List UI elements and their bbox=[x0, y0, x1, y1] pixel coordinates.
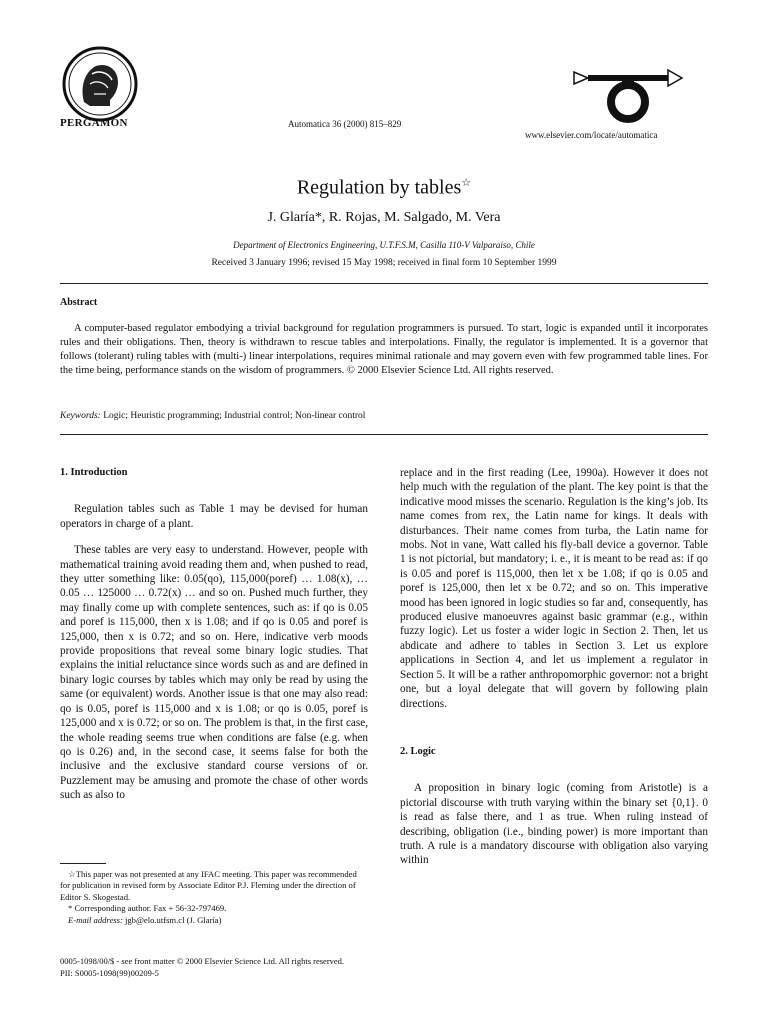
email-label: E-mail address: bbox=[68, 914, 123, 925]
elsevier-tree-logo-icon bbox=[60, 44, 140, 124]
footer-copyright: 0005-1098/00/$ - see front matter © 2000 Elsevier Science Ltd. All rights reserved. bbox=[60, 956, 345, 966]
section-heading-logic: 2. Logic bbox=[400, 745, 436, 757]
footnotes bbox=[60, 869, 368, 926]
page-footer bbox=[60, 956, 344, 979]
footnote-star: ☆This paper was not presented at any IFAC meeting. This paper was recommended for publication in revised form by Associate Editor P.J. Fleming under the direction of Editor S. Skogestad. bbox=[60, 869, 357, 902]
abstract-body: A computer-based regulator embodying a trivial background for regulation programmers is pursued. To start, logic is expanded until it incorporates rules and their obligations. Then, theory is withdrawn to rescue tables and interpolations. Finally, the regulator is implemented. It is a governor that follows (tolerant) ruling tables with (multi-) linear interpolations, requires minimal rationale and may govern even with few programmed table lines. For the time being, performance stands on the wisdom of programmers. © 2000 Elsevier Science Ltd. All rights reserved. bbox=[60, 323, 708, 376]
right-column bbox=[400, 466, 708, 868]
keywords bbox=[60, 411, 365, 421]
journal-citation: Automatica 36 (2000) 815–829 bbox=[288, 119, 402, 129]
article-title bbox=[0, 176, 768, 200]
automatica-logo-icon bbox=[572, 66, 684, 126]
affiliation: Department of Electronics Engineering, U.T.F.S.M, Casilla 110-V Valparaiso, Chile bbox=[233, 240, 535, 250]
footnote-email bbox=[60, 915, 368, 926]
email-address: jgb@elo.utfsm.cl (J. Glaría) bbox=[124, 914, 222, 925]
author-list: J. Glaría*, R. Rojas, M. Salgado, M. Vera bbox=[267, 210, 501, 225]
footnote-rule bbox=[60, 863, 106, 864]
left-column bbox=[60, 466, 368, 803]
journal-url: www.elsevier.com/locate/automatica bbox=[525, 130, 658, 140]
intro-paragraph-1: Regulation tables such as Table 1 may be devised for human operators in charge of a plant. bbox=[60, 503, 368, 530]
article-title-text: Regulation by tables bbox=[296, 176, 462, 199]
publisher-brand: PERGAMON bbox=[60, 117, 128, 129]
footer-pii: PII: S0005-1098(99)00209-5 bbox=[60, 967, 159, 978]
footnote-corresponding: * Corresponding author. Fax + 56-32-797469. bbox=[68, 903, 227, 914]
section-heading-introduction: 1. Introduction bbox=[60, 467, 128, 478]
abstract-heading: Abstract bbox=[60, 297, 98, 308]
keywords-label: Keywords: bbox=[60, 411, 101, 421]
keywords-list: Logic; Heuristic programming; Industrial control; Non-linear control bbox=[103, 411, 366, 421]
received-dates: Received 3 January 1996; revised 15 May 1998; received in final form 10 September 1999 bbox=[211, 258, 557, 268]
title-footnote-mark: ☆ bbox=[461, 177, 472, 189]
abstract-bottom-rule bbox=[60, 434, 708, 435]
abstract-top-rule bbox=[60, 283, 708, 284]
intro-paragraph-3: replace and in the first reading (Lee, 1990a). However it does not help much with the regulation of the plant. The key point is that the indicative mood misses the scenario. Regulation is the king’s job. Its name comes from rex, the Latin name for kings. It deals with disturbances. Their name comes from turba, the Latin name for mobs. Not in vane, Watt called his fly-ball device a governor. Table 1 is not pictorial, but mandatory; i. e., it is meant to be read as: if qo is 0.05 and poref is 115,000, then let x be 1.08; if qo is 0.05 and poref is 125,000, then let x be 0.72; and so on. This imperative mood has been ignored in logic studies so far and, consequently, has produced elusive manoeuvres against basic grammar (e.g., within fuzzy logic). Let us foster a wider logic in Section 2. Then, let us abdicate and adhere to tables in Section 3. Let us explore applications in Section 4, and let us implement a regulator in Section 5. It will be a rather anthropomorphic governor: not a bright one, but a loyal delegate that will govern by following plain directions. bbox=[400, 467, 708, 710]
intro-paragraph-2: These tables are very easy to understand. However, people with mathematical training avoid reading them and, when pushed to read, they utter something like: 0.05(qo), 115,000(poref) … 1.08(x), … 0.05 … 125000 … 0.72(x) … and so on. Pushed much further, they may finally come up with complete sentences, such as: if qo is 0.05 and poref is 115,000, then x is 1.08; and if qo is 0.05 and poref is 125,000, then x is 0.72; and so on. Here, indicative verb moods provide propositions that reveal some binary logic studies. That explains the initial reluctance since words such as and are defined in binary logic courses by tables which may only be read by using the same (or equivalent) words. Another issue is that one may also read: qo is 0.05, poref is 115,000 and x is 1.08; or qo is 0.05, poref is 125,000 and x is 0.72; or so on. The problem is that, in the first case, the whole reading seems true when conditions are false (e.g. when qo is 0.26) and, in the second case, it seems false for both the inclusive and the exclusive standard course versions of or. Puzzlement may be amusing and promote the chase of other words such as also to bbox=[60, 544, 368, 802]
logic-paragraph-1: A proposition in binary logic (coming from Aristotle) is a pictorial discourse with truth varying within the binary set {0,1}. 0 is read as false there, and 1 as true. When ruling instead of describing, obligation (i.e., binding power) is more important than truth. A rule is a mandatory discourse with obligation also varying within bbox=[400, 782, 708, 867]
